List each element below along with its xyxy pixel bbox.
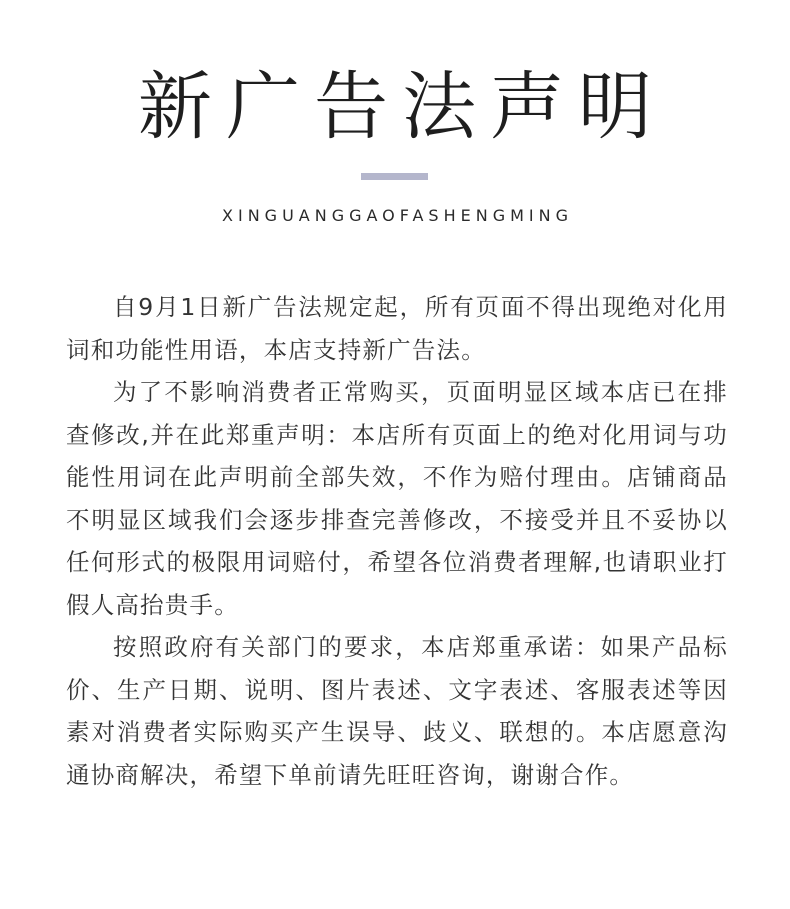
page-title: 新广告法声明 xyxy=(138,64,666,150)
paragraph-3: 按照政府有关部门的要求，本店郑重承诺：如果产品标价、生产日期、说明、图片表述、文字表述、客服表述等因素对消费者实际购买产生误导、歧义、联想的。本店愿意沟通协商解决，希望下单前请先旺旺咨询，谢谢合作。 xyxy=(66,633,728,789)
title-divider xyxy=(361,173,428,180)
paragraph-2: 为了不影响消费者正常购买，页面明显区域本店已在排查修改,并在此郑重声明：本店所有页面上的绝对化用词与功能性用词在此声明前全部失效，不作为赔付理由。店铺商品不明显区域我们会逐步排查完善修改，不接受并且不妥协以任何形式的极限用词赔付，希望各位消费者理解,也请职业打假人高抬贵手。 xyxy=(66,378,728,619)
announcement-body xyxy=(66,286,728,796)
paragraph-1: 自9月1日新广告法规定起，所有页面不得出现绝对化用词和功能性用语，本店支持新广告法。 xyxy=(66,293,728,364)
page-subtitle: XINGUANGGAOFASHENGMING xyxy=(222,206,573,225)
